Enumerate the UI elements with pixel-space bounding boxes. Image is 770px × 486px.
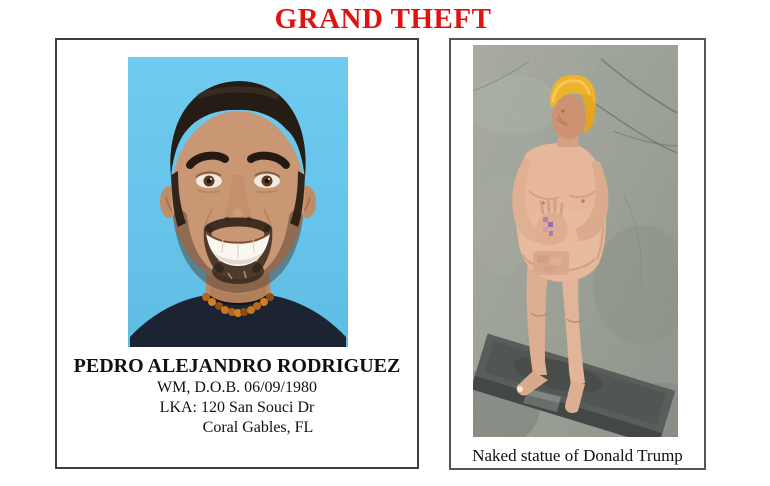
suspect-descriptor-dob: WM, D.O.B. 06/09/1980 bbox=[157, 379, 317, 396]
poster-title: GRAND THEFT bbox=[274, 3, 492, 35]
statue-photo bbox=[473, 45, 678, 437]
suspect-name: PEDRO ALEJANDRO RODRIGUEZ bbox=[73, 355, 401, 377]
suspect-license-photo bbox=[128, 57, 348, 347]
evidence-panel bbox=[449, 38, 706, 470]
suspect-lka-address: LKA: 120 San Souci Dr bbox=[159, 399, 315, 416]
suspect-panel bbox=[55, 38, 419, 469]
statue-caption: Naked statue of Donald Trump bbox=[472, 446, 683, 465]
suspect-lka-city: Coral Gables, FL bbox=[202, 419, 314, 436]
suspect-text-block bbox=[57, 354, 417, 438]
